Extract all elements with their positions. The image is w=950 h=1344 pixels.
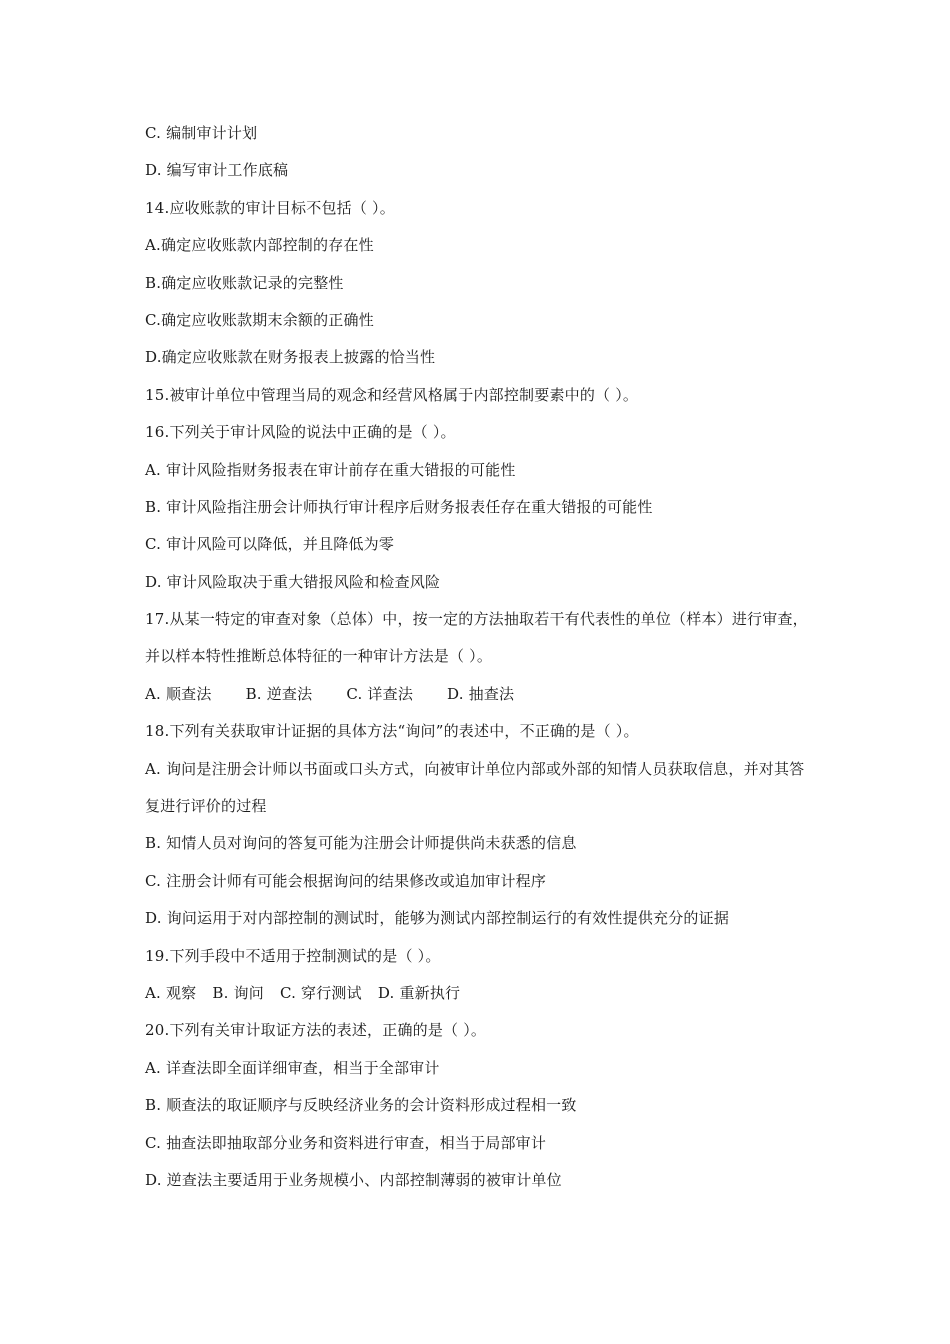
question-20: 20.下列有关审计取证方法的表述，正确的是（ ）。 [145, 1021, 487, 1040]
option-20c: C. 抽查法即抽取部分业务和资料进行审查，相当于局部审计 [145, 1133, 547, 1152]
question-16: 16.下列关于审计风险的说法中正确的是（ ）。 [145, 423, 456, 442]
option-14d: D.确定应收账款在财务报表上披露的恰当性 [145, 348, 436, 367]
question-18: 18.下列有关获取审计证据的具体方法“询问”的表述中，不正确的是（ ）。 [145, 722, 639, 741]
option-18b: B. 知情人员对询问的答复可能为注册会计师提供尚未获悉的信息 [145, 834, 577, 853]
option-18c: C. 注册会计师有可能会根据询问的结果修改或追加审计程序 [145, 871, 547, 890]
option-14b: B.确定应收账款记录的完整性 [145, 273, 344, 292]
option-20b: B. 顺查法的取证顺序与反映经济业务的会计资料形成过程相一致 [145, 1096, 577, 1115]
option-18a-cont: 复进行评价的过程 [145, 797, 267, 816]
option-16d: D. 审计风险取决于重大错报风险和检查风险 [145, 572, 441, 591]
option-18d: D. 询问运用于对内部控制的测试时，能够为测试内部控制运行的有效性提供充分的证据 [145, 909, 730, 928]
option-14a: A.确定应收账款内部控制的存在性 [145, 236, 374, 255]
option-19b: B. 询问 [212, 983, 264, 1002]
option-20d: D. 逆查法主要适用于业务规模小、内部控制薄弱的被审计单位 [145, 1170, 562, 1189]
options-19 [145, 982, 815, 1019]
option-19a: A. 观察 [145, 983, 197, 1002]
option-16c: C. 审计风险可以降低，并且降低为零 [145, 535, 395, 554]
document-page [145, 122, 815, 1206]
option-13c: C. 编制审计计划 [145, 124, 258, 142]
option-16b: B. 审计风险指注册会计师执行审计程序后财务报表任存在重大错报的可能性 [145, 497, 653, 516]
question-14: 14.应收账款的审计目标不包括（ ）。 [145, 198, 395, 217]
option-17d: D. 抽查法 [447, 684, 515, 703]
option-13d: D. 编写审计工作底稿 [145, 161, 289, 180]
question-17-cont: 并以样本特性推断总体特征的一种审计方法是（ ）。 [145, 647, 493, 666]
options-17 [145, 683, 815, 720]
question-17: 17.从某一特定的审查对象（总体）中，按一定的方法抽取若干有代表性的单位（样本）进行审查， [145, 610, 808, 629]
option-19c: C. 穿行测试 [279, 983, 362, 1002]
question-19: 19.下列手段中不适用于控制测试的是（ ）。 [145, 946, 441, 965]
option-14c: C.确定应收账款期末余额的正确性 [145, 310, 374, 329]
option-20a: A. 详查法即全面详细审查，相当于全部审计 [145, 1058, 440, 1077]
option-19d: D. 重新执行 [377, 983, 461, 1002]
option-17a: A. 顺查法 [145, 684, 212, 703]
option-18a: A. 询问是注册会计师以书面或口头方式，向被审计单位内部或外部的知情人员获取信息，并对其答 [145, 759, 805, 778]
option-17c: C. 详查法 [346, 684, 414, 703]
option-16a: A. 审计风险指财务报表在审计前存在重大错报的可能性 [145, 460, 516, 479]
option-17b: B. 逆查法 [245, 684, 313, 703]
question-15: 15.被审计单位中管理当局的观念和经营风格属于内部控制要素中的（ ）。 [145, 385, 639, 404]
